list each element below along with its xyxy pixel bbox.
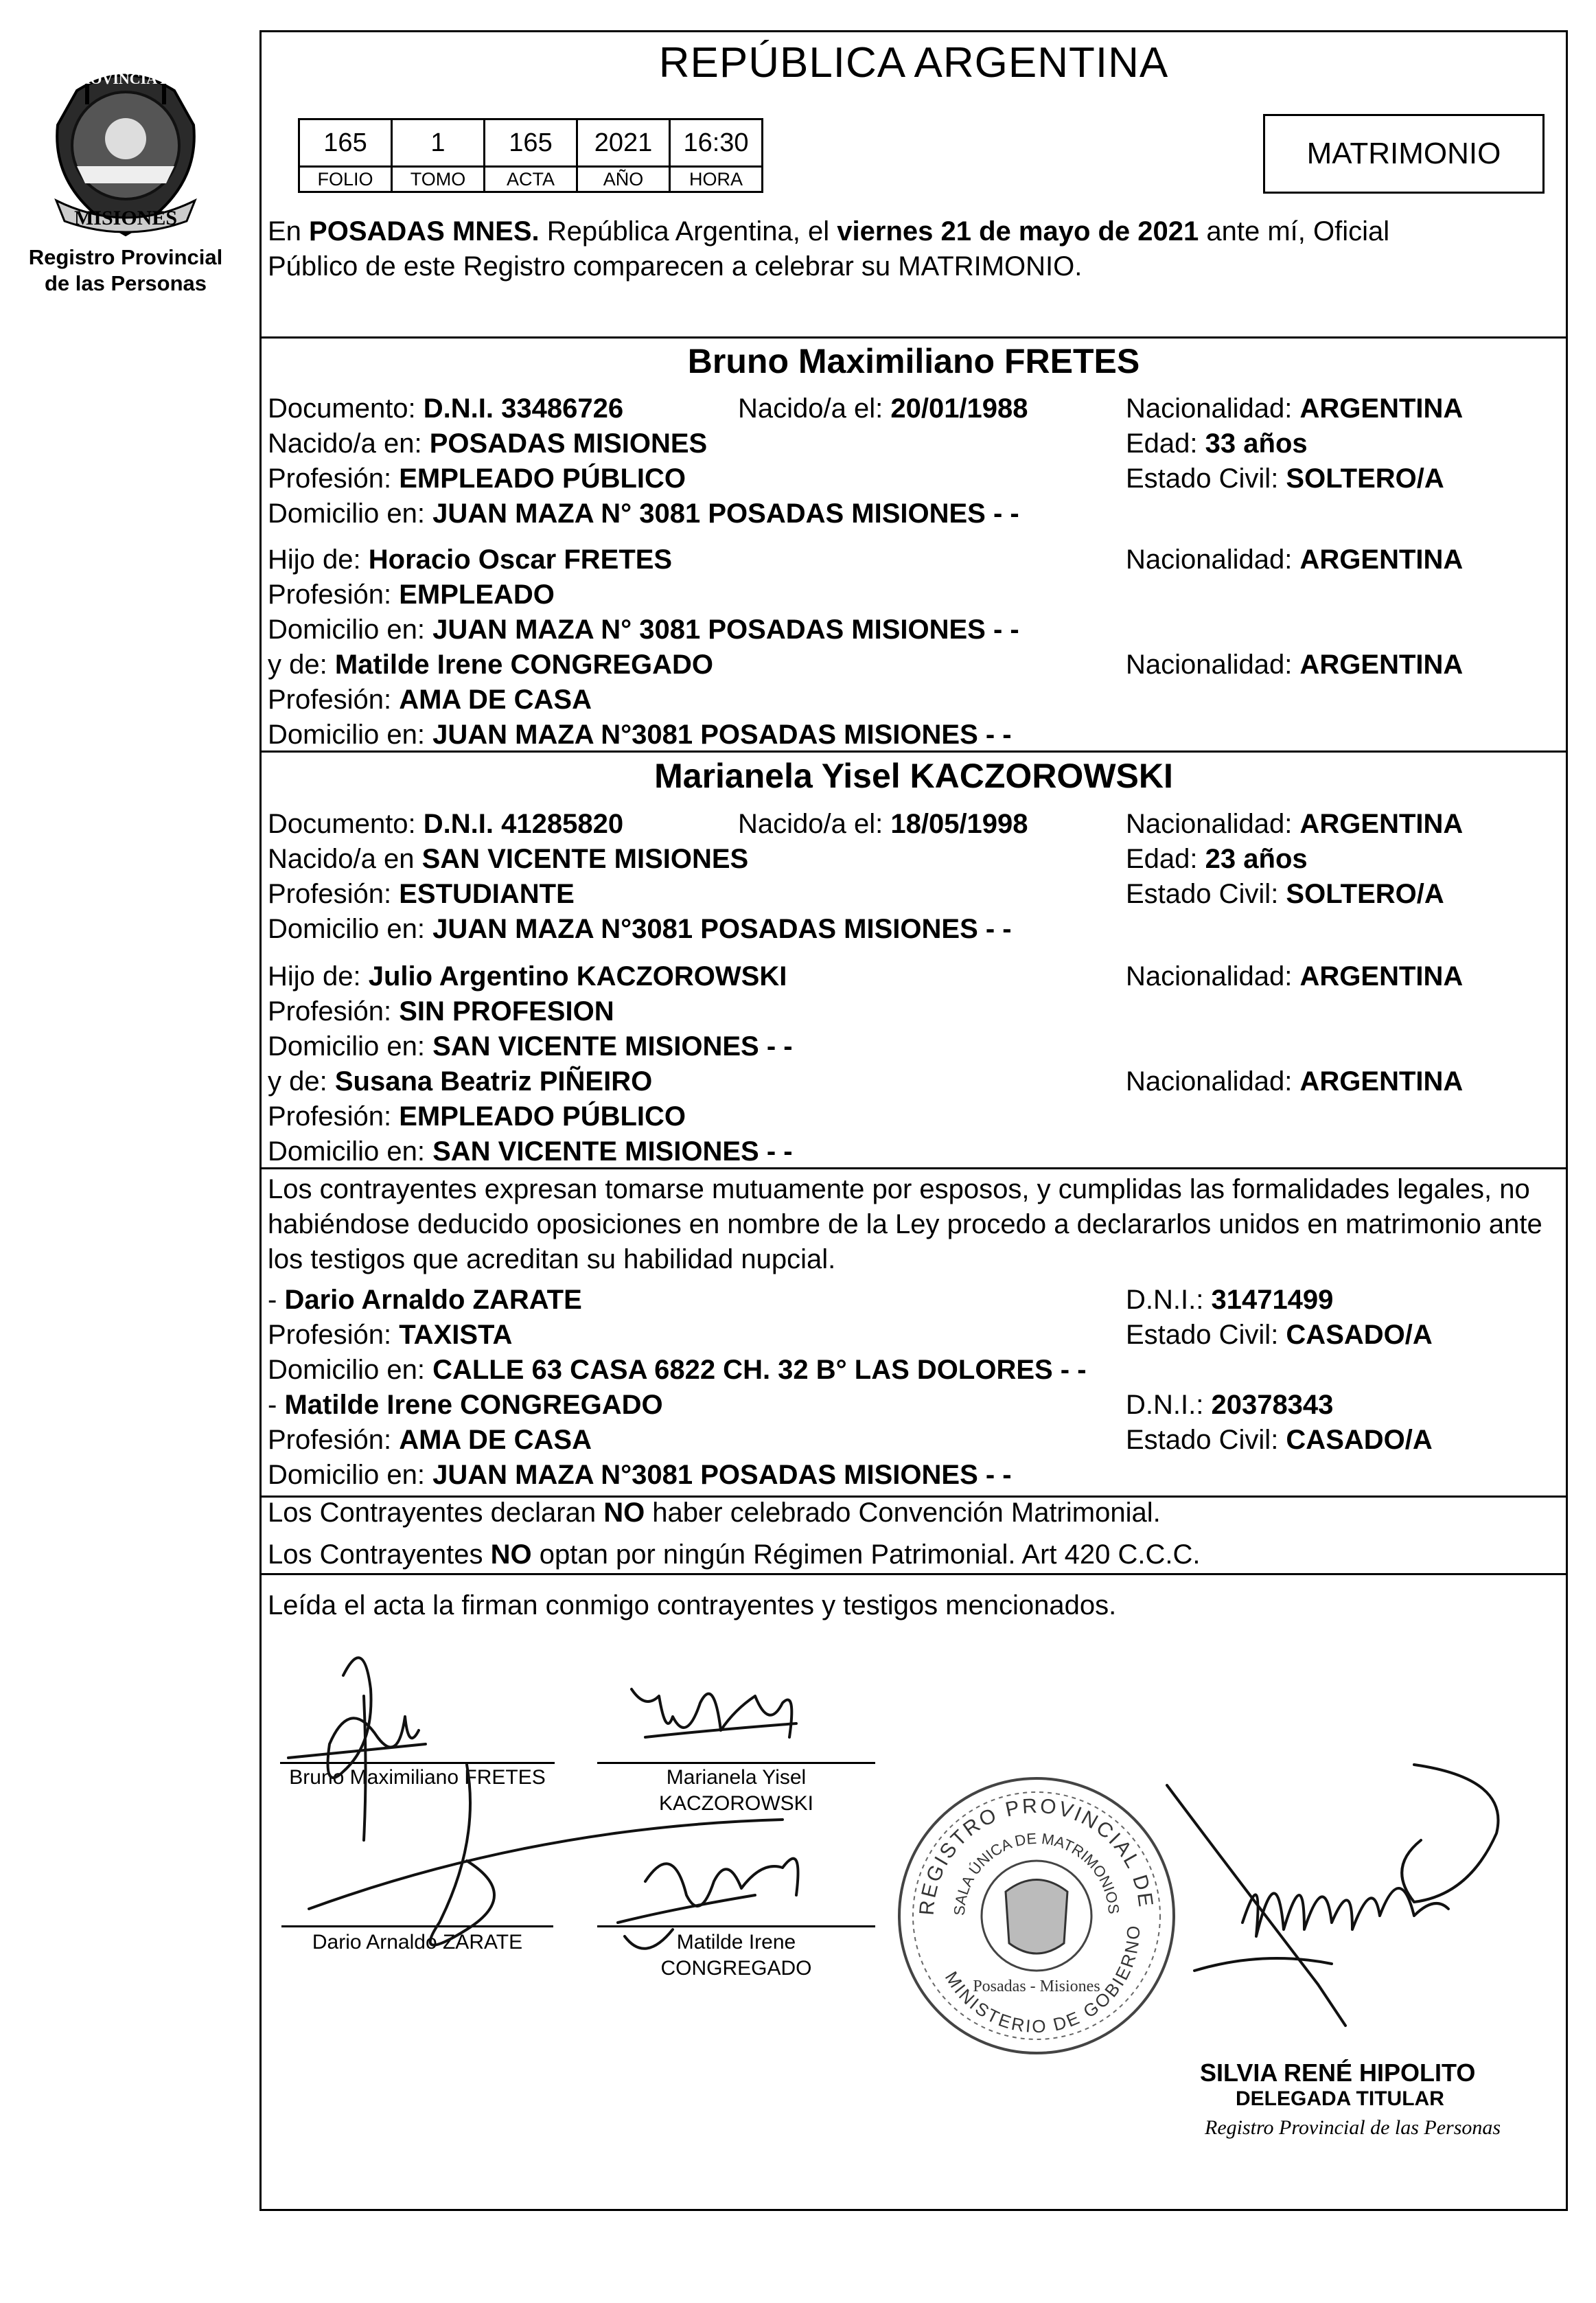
officer-role: DELEGADA TITULAR	[1236, 2087, 1444, 2110]
svg-text:MINISTERIO DE GOBIERNO: MINISTERIO DE GOBIERNO	[940, 1923, 1144, 2037]
act-type: MATRIMONIO	[1306, 137, 1501, 170]
groom-name: Bruno Maximiliano FRETES	[687, 342, 1140, 380]
act-type-box	[1263, 114, 1545, 194]
registry-caption-line1: Registro Provincial	[28, 245, 223, 269]
svg-text:Posadas - Misiones: Posadas - Misiones	[973, 1978, 1100, 1995]
svg-text:MISIONES: MISIONES	[73, 207, 178, 229]
ano-value: 2021	[577, 119, 670, 167]
folio-label: FOLIO	[299, 167, 392, 192]
convention-line: Los Contrayentes declaran NO haber celebrado Convención Matrimonial.	[268, 1498, 1161, 1528]
officer-signature	[1126, 1758, 1565, 2032]
hora-value: 16:30	[670, 119, 763, 167]
acta-value: 165	[485, 119, 577, 167]
officer-name: SILVIA RENÉ HIPOLITO	[1200, 2059, 1476, 2087]
hora-label: HORA	[670, 167, 763, 192]
svg-text:SALA ÚNICA DE MATRIMONIOS: SALA ÚNICA DE MATRIMONIOS	[950, 1829, 1123, 1916]
officer-org: Registro Provincial de las Personas	[1205, 2116, 1501, 2139]
ano-label: AÑO	[577, 167, 670, 192]
tomo-value: 1	[392, 119, 485, 167]
provincial-emblem	[36, 63, 216, 243]
intro-text: En POSADAS MNES. República Argentina, el viernes 21 de mayo de 2021 ante mí, Oficial Público de este Registro comparecen a celebrar su MATRIMONIO.	[268, 216, 1390, 282]
acta-label: ACTA	[485, 167, 577, 192]
svg-text:REGISTRO PROVINCIAL DE LAS PER: REGISTRO PROVINCIAL DE	[915, 1794, 1157, 1916]
closing-text: Leída el acta la firman conmigo contrayentes y testigos mencionados.	[268, 1590, 1117, 1620]
folio-value: 165	[299, 119, 392, 167]
bride-name: Marianela Yisel KACZOROWSKI	[654, 757, 1173, 795]
regime-line: Los Contrayentes NO optan por ningún Régimen Patrimonial. Art 420 C.C.C.	[268, 1539, 1201, 1570]
folio-table	[298, 118, 763, 193]
page-title: REPÚBLICA ARGENTINA	[658, 39, 1169, 87]
bride-signature-name: Marianela Yisel KACZOROWSKI	[658, 1766, 813, 1815]
witness2-signature-name: Matilde Irene CONGREGADO	[660, 1931, 812, 1980]
registry-caption-line2: de las Personas	[44, 271, 207, 295]
divider	[259, 1573, 1568, 1575]
tomo-label: TOMO	[392, 167, 485, 192]
witness1-signature-name: Dario Arnaldo ZARATE	[312, 1931, 523, 1953]
handwritten-signatures	[261, 1634, 947, 2019]
registry-caption	[12, 244, 239, 297]
svg-text:PROVINCIA DE: PROVINCIA DE	[70, 70, 181, 87]
groom-signature-name: Bruno Maximiliano FRETES	[289, 1766, 546, 1789]
divider	[259, 336, 1568, 339]
declaration-text: Los contrayentes expresan tomarse mutuamente por esposos, y cumplidas las formalidades legales, no habiéndose deducido oposiciones en nombre de la Ley procedo a declararlos unidos en matrimonio ante los testigos que acreditan su habilidad nupcial.	[268, 1174, 1542, 1274]
